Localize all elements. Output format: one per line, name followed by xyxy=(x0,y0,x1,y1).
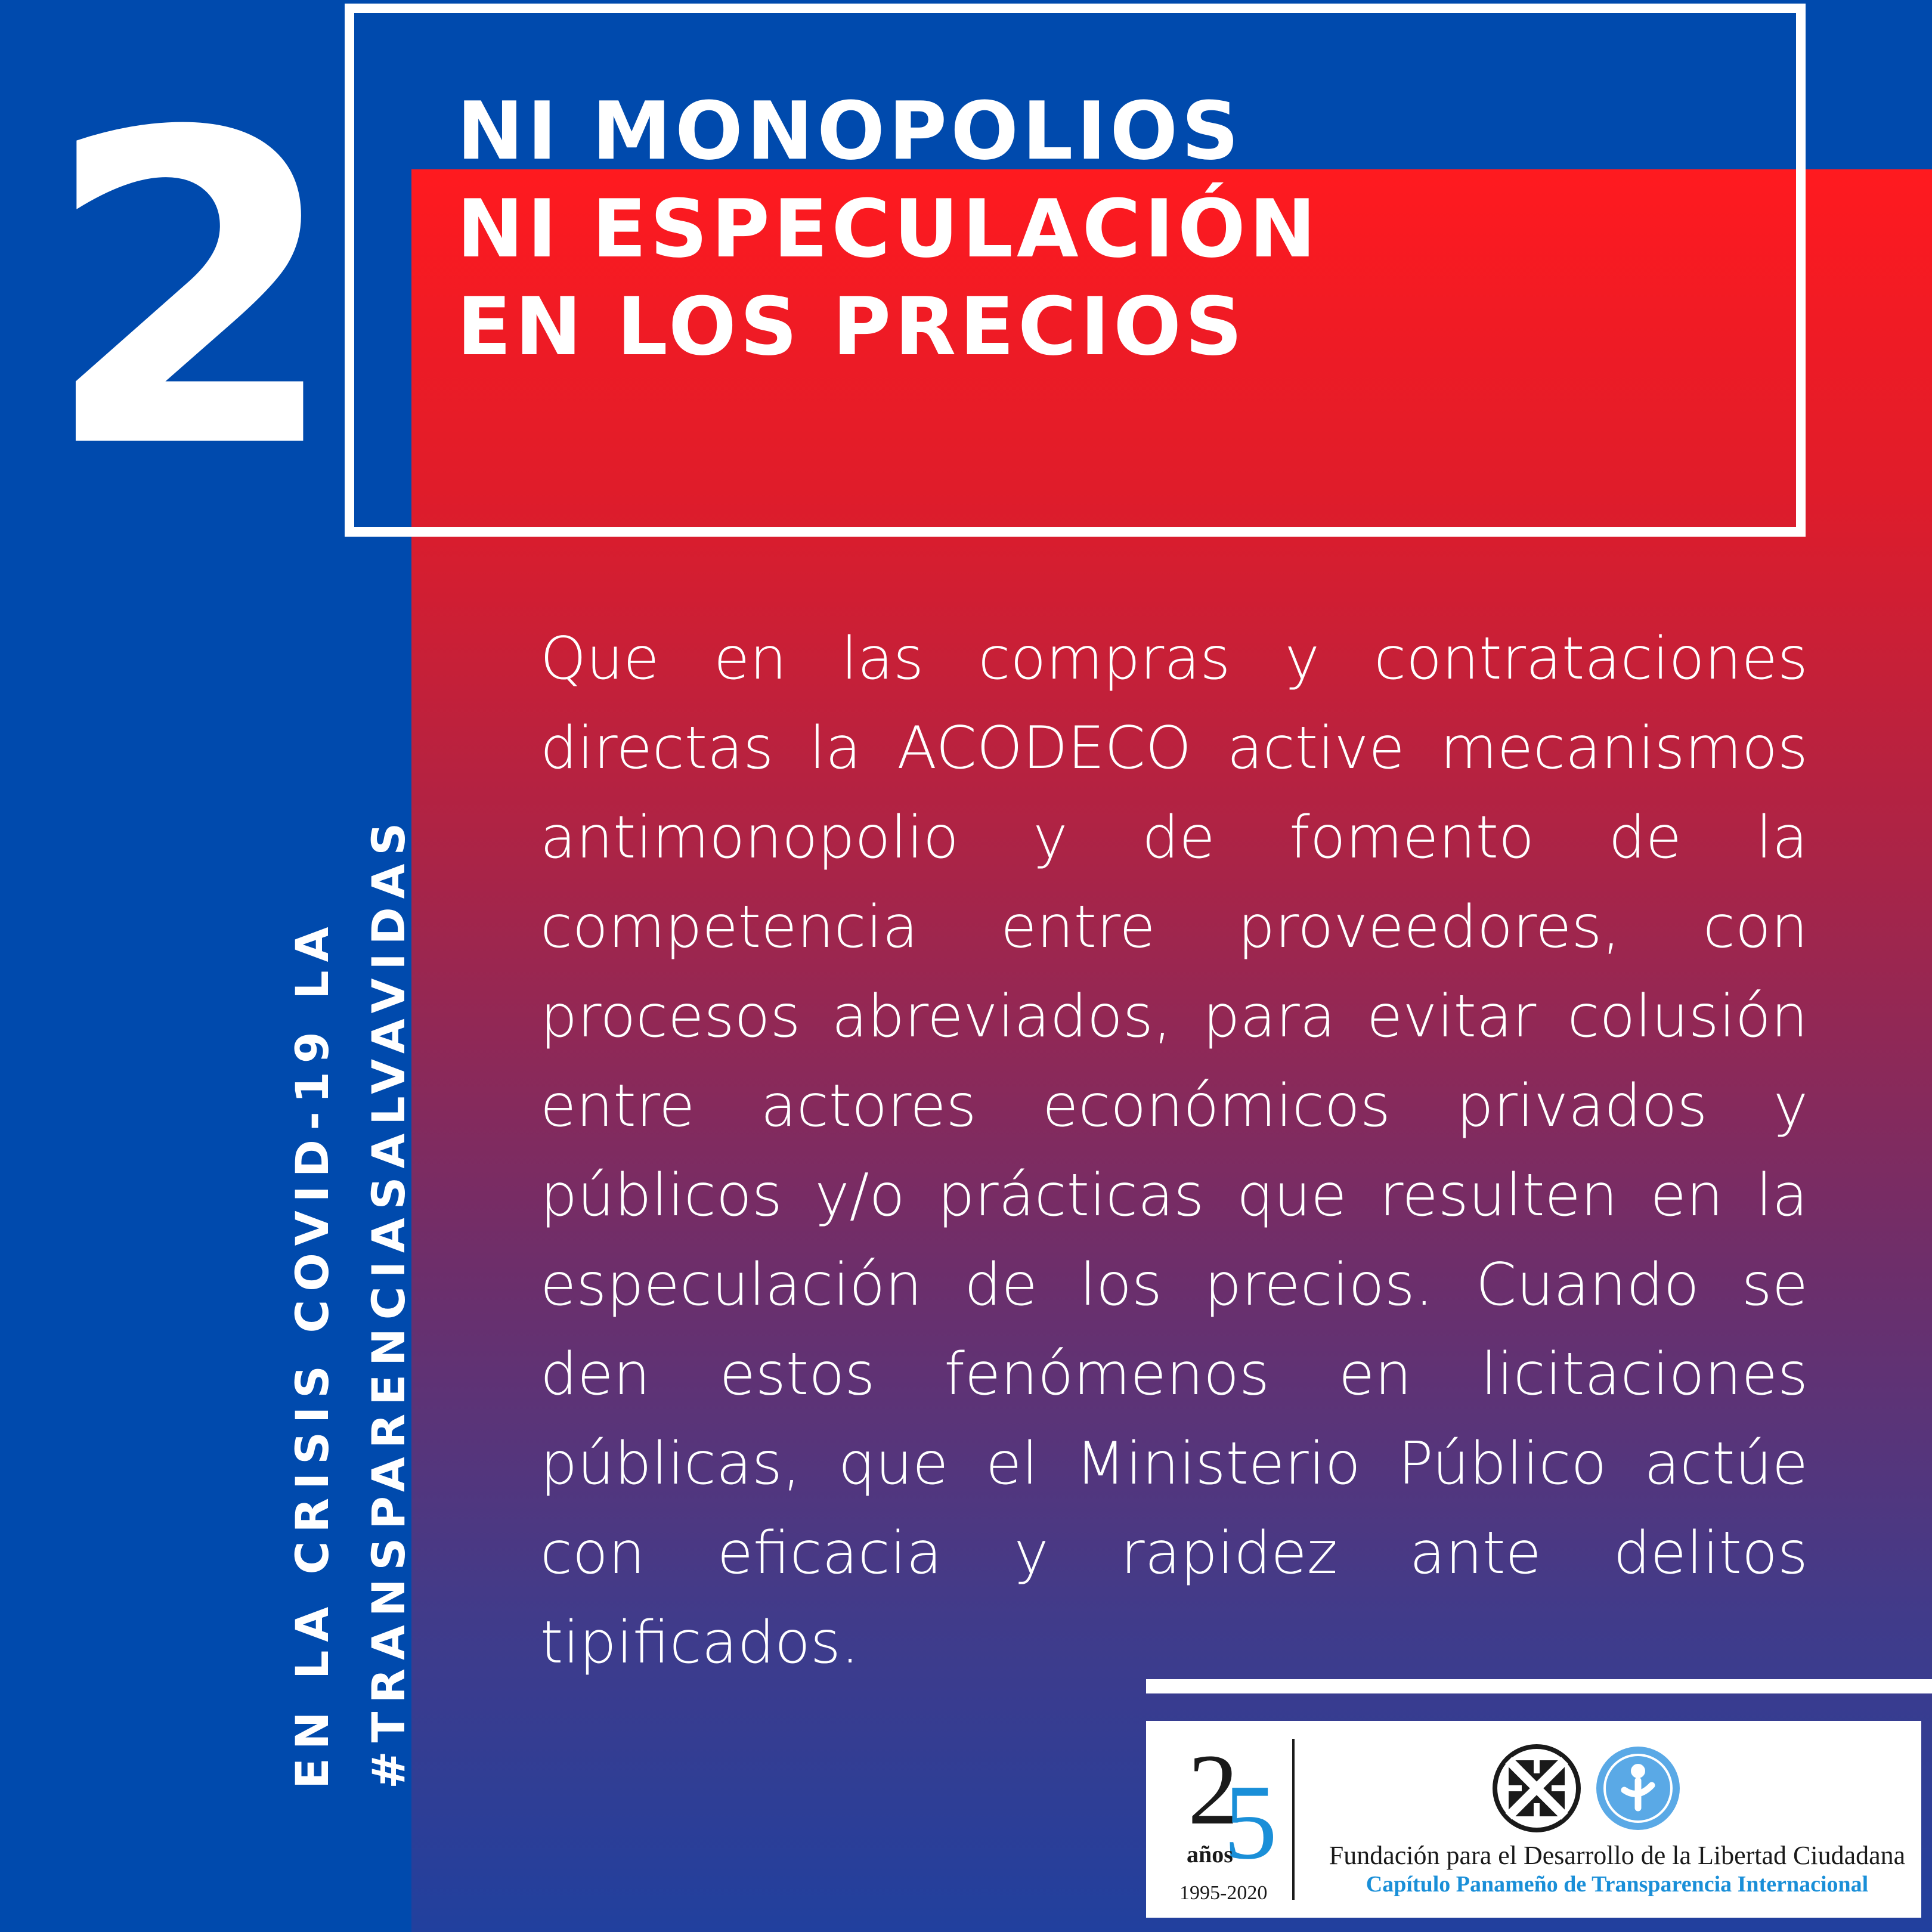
fdlc-emblem-icon xyxy=(1492,1744,1581,1833)
vertical-slogan xyxy=(274,716,429,1789)
org-name: Fundación para el Desarrollo de la Libertad Ciudadana xyxy=(1329,1841,1906,1870)
title-line-3: EN LOS PRECIOS xyxy=(457,280,1246,373)
big-number: 2 xyxy=(42,42,335,542)
vertical-slogan-hashtag: #TRANSPARENCIASALVAVIDAS xyxy=(362,814,415,1789)
anniversary-label: años xyxy=(1187,1841,1233,1868)
title-block xyxy=(457,82,1769,376)
anniversary-years: 1995-2020 xyxy=(1179,1882,1268,1904)
anniversary-digit-5: 5 xyxy=(1224,1763,1277,1881)
logo-box xyxy=(1146,1721,1921,1918)
org-subtitle: Capítulo Panameño de Transparencia Internacional xyxy=(1366,1872,1869,1897)
title-line-1: NI MONOPOLIOS xyxy=(457,85,1243,178)
transparency-international-icon xyxy=(1593,1744,1683,1833)
logo-divider-rule xyxy=(1146,1679,1932,1693)
vertical-slogan-line-1: EN LA CRISIS COVID-19 LA xyxy=(286,918,339,1789)
logo-vertical-divider xyxy=(1292,1739,1295,1900)
anniversary-logo xyxy=(1179,1733,1283,1906)
anniversary-digit-2: 2 xyxy=(1188,1733,1239,1846)
title-line-2: NI ESPECULACIÓN xyxy=(457,182,1320,275)
body-paragraph: Que en las compras y contrataciones directas la ACODECO active mecanismos antimonopolio y de fomento de la competencia entre proveedores, con procesos abreviados, para evitar colusión entre actores económicos privados y públicos y/o prácticas que resulten en la especulación de los precios. Cuando se den estos fenómenos en licitaciones públicas, que el Ministerio Público actúe con eficacia y rapidez ante delitos tipificados. xyxy=(540,625,1808,1677)
